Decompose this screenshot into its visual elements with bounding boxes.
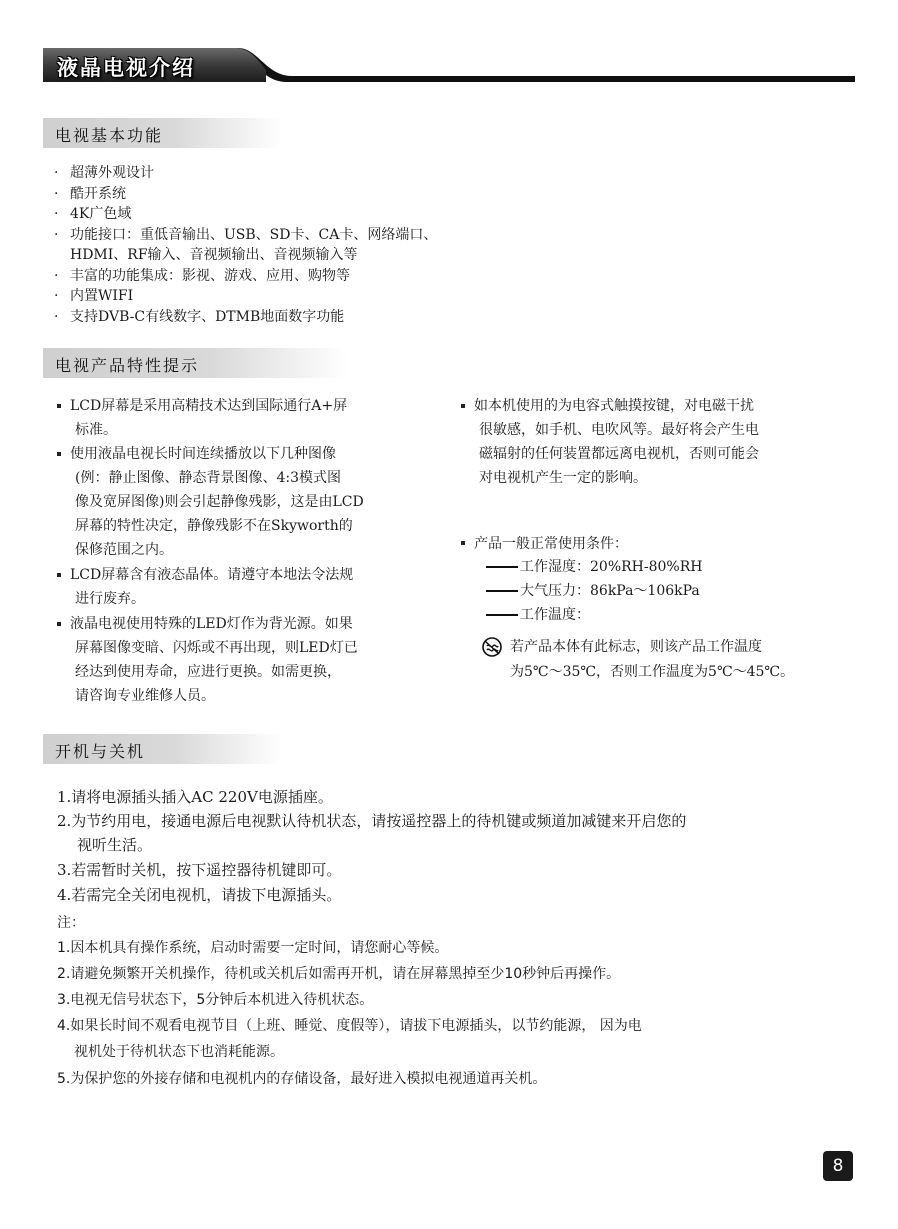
feature-item-continued: HDMI、RF输入、音视频输出、音视频输入等 <box>70 247 358 263</box>
note-item-continued: 视机处于待机状态下也消耗能源。 <box>74 1044 284 1060</box>
power-step-continued: 视听生活。 <box>77 836 153 854</box>
page-number: 8 <box>823 1151 853 1181</box>
temperature-mark-icon <box>481 637 503 657</box>
note-item: 3.电视无信号状态下，5分钟后本机进入待机状态。 <box>57 992 374 1008</box>
temperature-note: 为5℃～35℃，否则工作温度为5℃～45℃。 <box>510 664 795 680</box>
tip-item: 液晶电视使用特殊的LED灯作为背光源。如果 屏幕图像变暗、闪烁或不再出现，则LED灯已 经达到使用寿命，应进行更换。如需更换， 请咨询专业维修人员。 <box>70 612 358 708</box>
conditions-title: 产品一般正常使用条件： <box>474 536 628 552</box>
feature-item: · 4K广色域 <box>54 206 132 222</box>
section-header-basic-functions <box>43 118 283 148</box>
feature-item: · 丰富的功能集成：影视、游戏、应用、购物等 <box>54 268 350 284</box>
feature-item: · 超薄外观设计 <box>54 165 154 181</box>
feature-item: · 支持DVB-C有线数字、DTMB地面数字功能 <box>54 309 345 325</box>
condition-humidity: 工作湿度：20%RH-80%RH <box>486 556 702 576</box>
feature-item: · 酷开系统 <box>54 186 126 202</box>
bullet <box>461 541 465 545</box>
section-title: 开机与关机 <box>55 742 146 761</box>
power-step: 2.为节约用电，接通电源后电视默认待机状态，请按遥控器上的待机键或频道加减键来开启您的 <box>57 812 687 830</box>
note-item: 5.为保护您的外接存储和电视机内的存储设备，最好进入模拟电视通道再关机。 <box>57 1071 547 1087</box>
section-header-product-tips <box>43 348 348 378</box>
tip-item: LCD屏幕含有液态晶体。请遵守本地法令法规 进行废弃。 <box>70 563 353 611</box>
feature-item: · 功能接口：重低音输出、USB、SD卡、CA卡、网络端口、 <box>54 227 438 243</box>
section-title: 电视产品特性提示 <box>55 356 200 375</box>
note-item: 2.请避免频繁开关机操作，待机或关机后如需再开机，请在屏幕黑掉至少10秒钟后再操作。 <box>57 966 621 982</box>
tip-item: 如本机使用的为电容式触摸按键，对电磁干扰 很敏感，如手机、电吹风等。最好将会产生电 磁辐射的任何装置都远离电视机，否则可能会 对电视机产生一定的影响。 <box>474 394 759 490</box>
temperature-note: 若产品本体有此标志，则该产品工作温度 <box>510 639 762 655</box>
condition-temperature: 工作温度： <box>486 604 590 624</box>
note-label: 注： <box>57 915 85 931</box>
note-item: 1.因本机具有操作系统，启动时需要一定时间，请您耐心等候。 <box>57 940 449 956</box>
section-header-power <box>43 734 283 764</box>
tip-item: 使用液晶电视长时间连续播放以下几种图像 (例：静止图像、静态背景图像、4:3模式图 像及宽屏图像)则会引起静像残影，这是由LCD 屏幕的特性决定，静像残影不在Skyworth的 保修范围之内。 <box>70 442 364 562</box>
page-title: 液晶电视介绍 <box>57 56 195 80</box>
section-title: 电视基本功能 <box>55 126 164 145</box>
feature-item: · 内置WIFI <box>54 288 134 304</box>
power-step: 1.请将电源插头插入AC 220V电源插座。 <box>57 788 333 806</box>
condition-pressure: 大气压力：86kPa～106kPa <box>486 580 700 600</box>
tip-item: LCD屏幕是采用高精技术达到国际通行A+屏 标准。 <box>70 394 347 442</box>
note-item: 4.如果长时间不观看电视节目（上班、睡觉、度假等），请拔下电源插头，以节约能源， 因为电 <box>57 1018 642 1034</box>
power-step: 4.若需完全关闭电视机，请拔下电源插头。 <box>57 886 342 904</box>
power-step: 3.若需暂时关机，按下遥控器待机键即可。 <box>57 861 342 879</box>
